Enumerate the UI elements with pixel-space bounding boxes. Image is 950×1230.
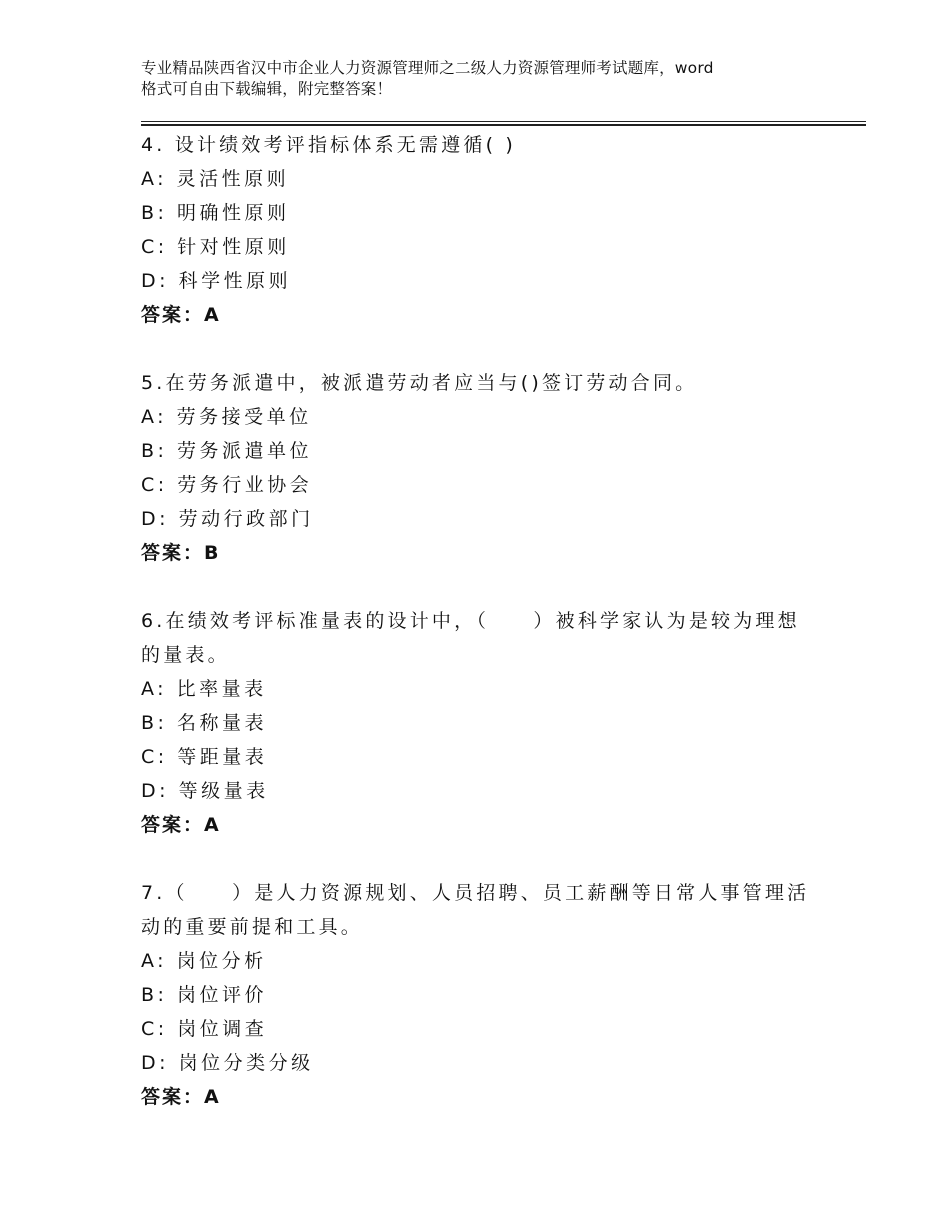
question-4 — [141, 128, 821, 332]
option-c: C: 等距量表 — [141, 746, 268, 768]
question-stem-line-2: 动的重要前提和工具。 — [141, 916, 364, 938]
option-b: B: 名称量表 — [141, 712, 267, 734]
question-list — [141, 128, 821, 1148]
answer-line: 答案：A — [141, 814, 221, 836]
option-a: A: 劳务接受单位 — [141, 406, 312, 428]
option-c: C: 岗位调查 — [141, 1018, 268, 1040]
question-stem-line-1: 6.在绩效考评标准量表的设计中，（ ）被科学家认为是较为理想 — [141, 610, 800, 632]
document-header — [141, 58, 841, 100]
question-5 — [141, 366, 821, 570]
header-divider-thick — [141, 124, 866, 126]
header-line-1: 专业精品陕西省汉中市企业人力资源管理师之二级人力资源管理师考试题库，word — [141, 59, 714, 77]
option-a: A: 岗位分析 — [141, 950, 267, 972]
header-line-2: 格式可自由下载编辑，附完整答案！ — [141, 80, 393, 98]
option-c: C: 针对性原则 — [141, 236, 290, 258]
option-d: D: 等级量表 — [141, 780, 269, 802]
question-stem: 5.在劳务派遣中，被派遣劳动者应当与()签订劳动合同。 — [141, 372, 698, 394]
question-stem: 4. 设计绩效考评指标体系无需遵循( ) — [141, 134, 517, 156]
option-a: A: 比率量表 — [141, 678, 267, 700]
question-7 — [141, 876, 821, 1114]
option-d: D: 岗位分类分级 — [141, 1052, 314, 1074]
answer-line: 答案：A — [141, 1086, 221, 1108]
question-stem-line-2: 的量表。 — [141, 644, 230, 666]
option-d: D: 劳动行政部门 — [141, 508, 314, 530]
answer-line: 答案：B — [141, 542, 221, 564]
question-stem-line-1: 7.（ ）是人力资源规划、人员招聘、员工薪酬等日常人事管理活 — [141, 882, 810, 904]
header-divider-thin — [141, 121, 866, 122]
option-c: C: 劳务行业协会 — [141, 474, 313, 496]
option-b: B: 岗位评价 — [141, 984, 267, 1006]
question-6 — [141, 604, 821, 842]
option-a: A: 灵活性原则 — [141, 168, 290, 190]
option-b: B: 明确性原则 — [141, 202, 290, 224]
option-d: D: 科学性原则 — [141, 270, 292, 292]
answer-line: 答案：A — [141, 304, 221, 326]
option-b: B: 劳务派遣单位 — [141, 440, 312, 462]
